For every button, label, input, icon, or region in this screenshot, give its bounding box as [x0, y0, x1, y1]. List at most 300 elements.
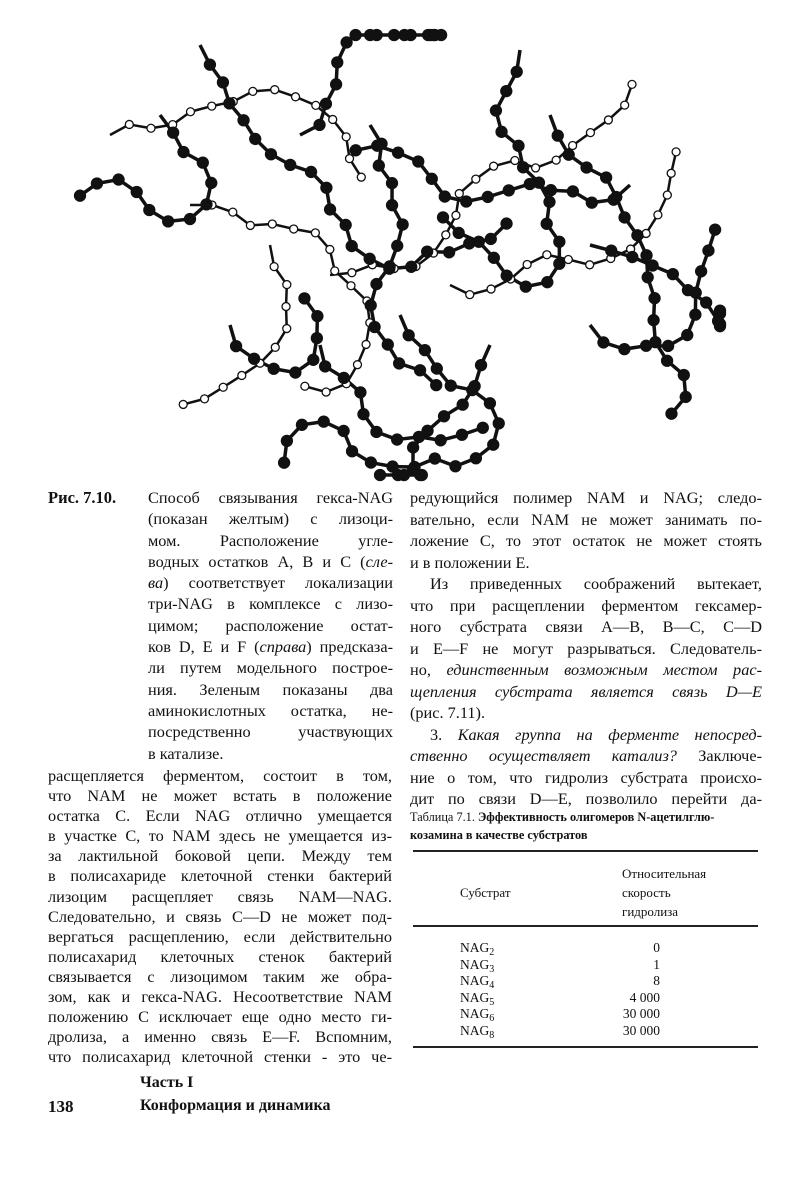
figure-caption — [148, 487, 393, 764]
substrate-name: NAG — [460, 1022, 490, 1038]
table-row — [460, 940, 660, 957]
text-line: вергаться расщеплению, если действительно — [48, 926, 392, 946]
atom — [619, 212, 630, 223]
substrate-name: NAG — [460, 1006, 490, 1021]
atom — [364, 253, 375, 264]
atom — [394, 358, 405, 369]
text-line: ния. Зеленым показаны два — [148, 679, 393, 699]
text-line: аминокислотных остатка, не- — [148, 700, 393, 720]
atom — [292, 93, 300, 101]
atom — [501, 218, 512, 229]
atom — [598, 337, 609, 348]
substrate-subscript: 3 — [489, 963, 495, 975]
italic-text: единственным возможным местом рас- — [446, 660, 762, 679]
atom — [696, 266, 707, 277]
atom — [663, 340, 674, 351]
substrate-name: NAG — [460, 940, 490, 955]
atom — [311, 229, 319, 237]
atom — [312, 101, 320, 109]
text-line — [410, 681, 762, 703]
atom — [178, 147, 189, 158]
atom — [375, 470, 386, 481]
text-line: расщепляется ферментом, состоит в том, — [48, 766, 392, 785]
atom — [606, 245, 617, 256]
atom — [485, 233, 496, 244]
atom — [392, 240, 403, 251]
text-segment: Заключе- — [676, 746, 762, 765]
substrate-subscript: 8 — [489, 1029, 495, 1041]
text-line: редующийся полимер NAM и NAG; следо- — [410, 488, 762, 507]
atom — [493, 418, 504, 429]
atom — [439, 191, 450, 202]
atom — [563, 149, 574, 160]
atom — [415, 365, 426, 376]
atom — [715, 318, 726, 329]
atom — [201, 395, 209, 403]
text-line: Из приведенных соображений вытекает, — [430, 574, 762, 593]
atom — [490, 105, 501, 116]
atom — [654, 211, 662, 219]
atom — [163, 216, 174, 227]
atom — [641, 340, 652, 351]
text-line: (показан желтым) с лизоци- — [148, 509, 393, 529]
table-number: Таблица 7.1. — [410, 810, 475, 824]
lysozyme-hexa-nag-molecular-model — [70, 25, 730, 485]
atom — [439, 411, 450, 422]
text-line: Следовательно, и связь С—D не может под- — [48, 906, 392, 926]
atom — [484, 398, 495, 409]
hydrolysis-rate: 30 000 — [622, 1006, 660, 1021]
atom — [408, 442, 419, 453]
atom — [552, 130, 563, 141]
atom — [168, 127, 179, 138]
text-line: что NAM не может встать в положение — [48, 786, 392, 806]
left-column-text — [48, 766, 392, 1067]
atom — [353, 361, 361, 369]
atom — [340, 219, 351, 230]
atom — [469, 381, 480, 392]
atom — [347, 446, 358, 457]
atom — [405, 30, 416, 41]
header-rate — [622, 864, 706, 921]
text-line: связывается с лизоцимом таким же обра- — [48, 966, 392, 986]
atom — [350, 145, 361, 156]
atom — [428, 30, 439, 41]
atom — [542, 277, 553, 288]
atom — [350, 30, 361, 41]
atom — [647, 260, 658, 271]
text-line: ложение С, то этот остаток не может стоять — [410, 531, 762, 550]
atom — [422, 246, 433, 257]
atom — [219, 383, 227, 391]
atom — [470, 453, 481, 464]
atom — [355, 387, 366, 398]
atom — [265, 149, 276, 160]
atom — [201, 199, 212, 210]
atom — [338, 372, 349, 383]
atom — [678, 370, 689, 381]
atom — [461, 196, 472, 207]
atom — [453, 227, 464, 238]
hydrolysis-rate: 0 — [653, 940, 660, 955]
atom — [320, 98, 331, 109]
atom — [552, 156, 560, 164]
table-header-rule — [413, 925, 758, 927]
text-line: ного субстрата связи А—В, В—С, С—D — [410, 617, 762, 636]
atom — [314, 119, 325, 130]
atom — [466, 291, 474, 299]
atom — [621, 101, 629, 109]
atom — [426, 173, 437, 184]
atom — [680, 391, 691, 402]
page-number: 138 — [48, 1097, 74, 1116]
atom — [285, 159, 296, 170]
atom — [523, 260, 531, 268]
atom — [554, 236, 565, 247]
atom — [290, 367, 301, 378]
figure-label: Рис. 7.10. — [48, 488, 117, 507]
atom — [532, 164, 540, 172]
atom — [373, 160, 384, 171]
atom — [445, 380, 456, 391]
atom — [682, 330, 693, 341]
atom — [564, 256, 572, 264]
atom — [318, 416, 329, 427]
atom — [545, 185, 556, 196]
atom — [249, 87, 257, 95]
atom — [667, 269, 678, 280]
atom — [346, 241, 357, 252]
table-top-rule — [413, 850, 758, 852]
atom — [703, 245, 714, 256]
atom — [476, 360, 487, 371]
atom — [362, 340, 370, 348]
text-line: ли путем модельного построе- — [148, 658, 393, 678]
atom — [311, 333, 322, 344]
table-caption — [410, 808, 762, 844]
atom — [569, 142, 577, 150]
italic-text: щепления субстрата является связь D—E — [410, 681, 762, 701]
text-line — [410, 659, 762, 681]
atom — [348, 269, 356, 277]
atom — [197, 157, 208, 168]
atom — [312, 311, 323, 322]
text-line: лизоцим расщепляет связь NAM—NAG. — [48, 886, 392, 906]
header-rate-line: Относительная — [622, 866, 707, 881]
atom — [283, 325, 291, 333]
atom — [238, 371, 246, 379]
atom — [419, 345, 430, 356]
atom — [524, 178, 535, 189]
atom — [457, 399, 468, 410]
atom — [125, 120, 133, 128]
atom — [554, 258, 565, 269]
atom — [511, 66, 522, 77]
atom — [513, 140, 524, 151]
text-line: зом, как и гекса-NAG. Несоответствие NAM — [48, 987, 392, 1007]
atom — [131, 186, 142, 197]
atom — [281, 435, 292, 446]
atom — [487, 285, 495, 293]
atom — [450, 461, 461, 472]
atom — [503, 185, 514, 196]
text-line: посредственно участвующих — [148, 722, 393, 742]
header-substrate: Субстрат — [460, 885, 511, 900]
atom — [472, 175, 480, 183]
atom — [648, 315, 659, 326]
footer-section-title: Конформация и динамика — [140, 1097, 331, 1114]
atom — [710, 224, 721, 235]
atom — [438, 212, 449, 223]
italic-text: справа — [259, 637, 307, 657]
atom — [511, 156, 519, 164]
atom — [325, 204, 336, 215]
atom — [501, 270, 512, 281]
atom — [520, 281, 531, 292]
atom — [301, 382, 309, 390]
atom — [415, 470, 426, 481]
atom — [231, 341, 242, 352]
atom — [663, 191, 671, 199]
atom — [338, 425, 349, 436]
text-line: Способ связывания гекса-NAG — [148, 488, 393, 507]
atom — [279, 457, 290, 468]
atom — [250, 133, 261, 144]
atom — [628, 80, 636, 88]
text-line: за лактильной боковой цепи. Между тем — [48, 846, 392, 866]
hydrolysis-rate: 30 000 — [622, 1022, 660, 1038]
table-row — [460, 973, 660, 990]
text-line: дролиза, а именно связь Е—F. Вспомним, — [48, 1027, 392, 1047]
atom — [422, 425, 433, 436]
atom — [179, 400, 187, 408]
table-title: Эффективность олигомеров N-ацетилглю-козамина в качестве субстратов — [410, 810, 715, 842]
atom — [332, 57, 343, 68]
atom — [186, 108, 194, 116]
atom — [271, 343, 279, 351]
atom — [346, 155, 354, 163]
atom — [371, 279, 382, 290]
atom — [586, 197, 597, 208]
atom — [473, 236, 484, 247]
text-line — [410, 724, 762, 746]
atom — [204, 59, 215, 70]
atom — [501, 86, 512, 97]
atom — [320, 361, 331, 372]
atom — [544, 196, 555, 207]
atom — [406, 261, 417, 272]
atom — [455, 190, 463, 198]
atom — [641, 250, 652, 261]
text-line: мом. Расположение угле- — [148, 530, 393, 550]
text-line — [148, 551, 393, 572]
substrate-subscript: 2 — [489, 947, 495, 958]
substrate-name: NAG — [460, 973, 490, 988]
hydrolysis-rate: 8 — [653, 973, 660, 988]
atom — [290, 225, 298, 233]
atom — [331, 267, 339, 275]
atom — [113, 174, 124, 185]
footer-part: Часть I — [140, 1074, 194, 1091]
atom — [206, 177, 217, 188]
atom — [690, 287, 701, 298]
atom — [308, 354, 319, 365]
atom — [371, 30, 382, 41]
atom — [326, 245, 334, 253]
text-line: что полисахарид клеточной стенки - это че- — [48, 1047, 392, 1067]
text-line: что при расщеплении ферментом гексамер- — [410, 595, 762, 615]
atom — [496, 126, 507, 137]
substrate-name: NAG — [460, 989, 490, 1005]
atom — [322, 388, 330, 396]
atom — [662, 355, 673, 366]
text-line: в катализе. — [148, 743, 224, 763]
atom — [331, 79, 342, 90]
atom — [268, 220, 276, 228]
atom — [75, 190, 86, 201]
atom — [431, 380, 442, 391]
atom — [666, 408, 677, 419]
atom — [282, 303, 290, 311]
atom — [393, 147, 404, 158]
text-segment: ) соответствует локализации — [163, 573, 393, 593]
atom — [392, 434, 403, 445]
table-row — [460, 957, 660, 974]
atom — [456, 429, 467, 440]
atom — [586, 261, 594, 269]
atom — [672, 148, 680, 156]
text-line: ние о том, что гидролиз субстрата происхо- — [410, 767, 762, 787]
text-line: в полисахариде клеточной стенки бактерий — [48, 866, 392, 886]
text-segment: но, — [410, 660, 447, 679]
atom — [365, 300, 376, 311]
text-line — [410, 745, 762, 767]
atom — [543, 251, 551, 259]
atom — [341, 37, 352, 48]
atom — [690, 309, 701, 320]
atom — [601, 172, 612, 183]
text-line: остатка С. Если NAG отлично умещается — [48, 806, 392, 826]
atom — [268, 363, 279, 374]
atom — [387, 200, 398, 211]
atom — [608, 194, 619, 205]
atom — [393, 470, 404, 481]
atom — [632, 230, 643, 241]
atom — [342, 133, 350, 141]
atom — [144, 205, 155, 216]
hydrolysis-rate: 1 — [653, 956, 660, 972]
atom — [217, 77, 228, 88]
atom — [329, 115, 337, 123]
atom — [488, 439, 499, 450]
atom — [147, 124, 155, 132]
atom — [642, 272, 653, 283]
text-line: вательно, если NAM не может занимать по- — [410, 509, 762, 529]
substrate-subscript: 6 — [489, 1013, 495, 1024]
hydrolysis-rate: 4 000 — [629, 989, 660, 1005]
text-line: полисахарид клеточных стенок бактерий — [48, 946, 392, 966]
atom — [541, 218, 552, 229]
atom — [452, 211, 460, 219]
atom — [249, 353, 260, 364]
atom — [229, 208, 237, 216]
atom — [567, 186, 578, 197]
text-line: положению С исключает еще одно место ги- — [48, 1007, 392, 1027]
atom — [321, 182, 332, 193]
text-line — [148, 572, 393, 593]
text-segment: ков D, E и F ( — [148, 637, 260, 657]
atom — [667, 169, 675, 177]
table-bottom-rule — [413, 1046, 758, 1048]
atom — [384, 261, 395, 272]
atom — [271, 86, 279, 94]
text-line: дит по связи D—E, позволило перейти да- — [410, 789, 762, 808]
table-row — [460, 1023, 660, 1040]
atom — [283, 281, 291, 289]
text-segment: водных остатков А, В и С ( — [148, 551, 366, 571]
text-line — [148, 636, 393, 657]
substrate-subscript: 4 — [489, 980, 495, 991]
atom — [387, 178, 398, 189]
substrate-subscript: 5 — [489, 996, 495, 1008]
text-line: и Е—F не могут разрываться. Следователь- — [410, 638, 762, 658]
table-row — [460, 990, 660, 1007]
text-segment: 3. — [430, 724, 458, 744]
italic-text: Какая группа на ферменте непосред- — [457, 724, 762, 744]
atom — [371, 426, 382, 437]
atom — [413, 156, 424, 167]
atom — [185, 213, 196, 224]
atom — [365, 457, 376, 468]
atom — [444, 247, 455, 258]
atom — [389, 30, 400, 41]
text-line: цимом; расположение остат- — [148, 615, 393, 635]
text-line: (рис. 7.11). — [410, 703, 486, 722]
atom — [299, 293, 310, 304]
atom — [586, 129, 594, 137]
atom — [403, 330, 414, 341]
atom — [490, 162, 498, 170]
atom — [604, 116, 612, 124]
atom — [358, 409, 369, 420]
text-line: и в положении Е. — [410, 552, 530, 572]
atom — [372, 140, 383, 151]
italic-text: сле- — [365, 551, 393, 571]
atom — [91, 178, 102, 189]
atom — [435, 435, 446, 446]
atom — [482, 191, 493, 202]
atom — [701, 297, 712, 308]
atom — [715, 305, 726, 316]
atom — [429, 453, 440, 464]
atom — [627, 252, 638, 263]
atom — [357, 173, 365, 181]
substrate-name: NAG — [460, 956, 490, 972]
text-line: три-NAG в комплексе с лизо- — [148, 594, 393, 614]
text-line: в участке С, то NAM здесь не умещается из- — [48, 826, 392, 846]
atom — [369, 321, 380, 332]
atom — [347, 282, 355, 290]
header-rate-line: гидролиза — [622, 904, 679, 919]
atom — [477, 422, 488, 433]
table-row — [460, 1006, 660, 1023]
atom — [270, 263, 278, 271]
atom — [296, 419, 307, 430]
atom — [431, 363, 442, 374]
atom — [442, 231, 450, 239]
atom — [397, 219, 408, 230]
text-segment: ) предсказа- — [306, 637, 393, 657]
